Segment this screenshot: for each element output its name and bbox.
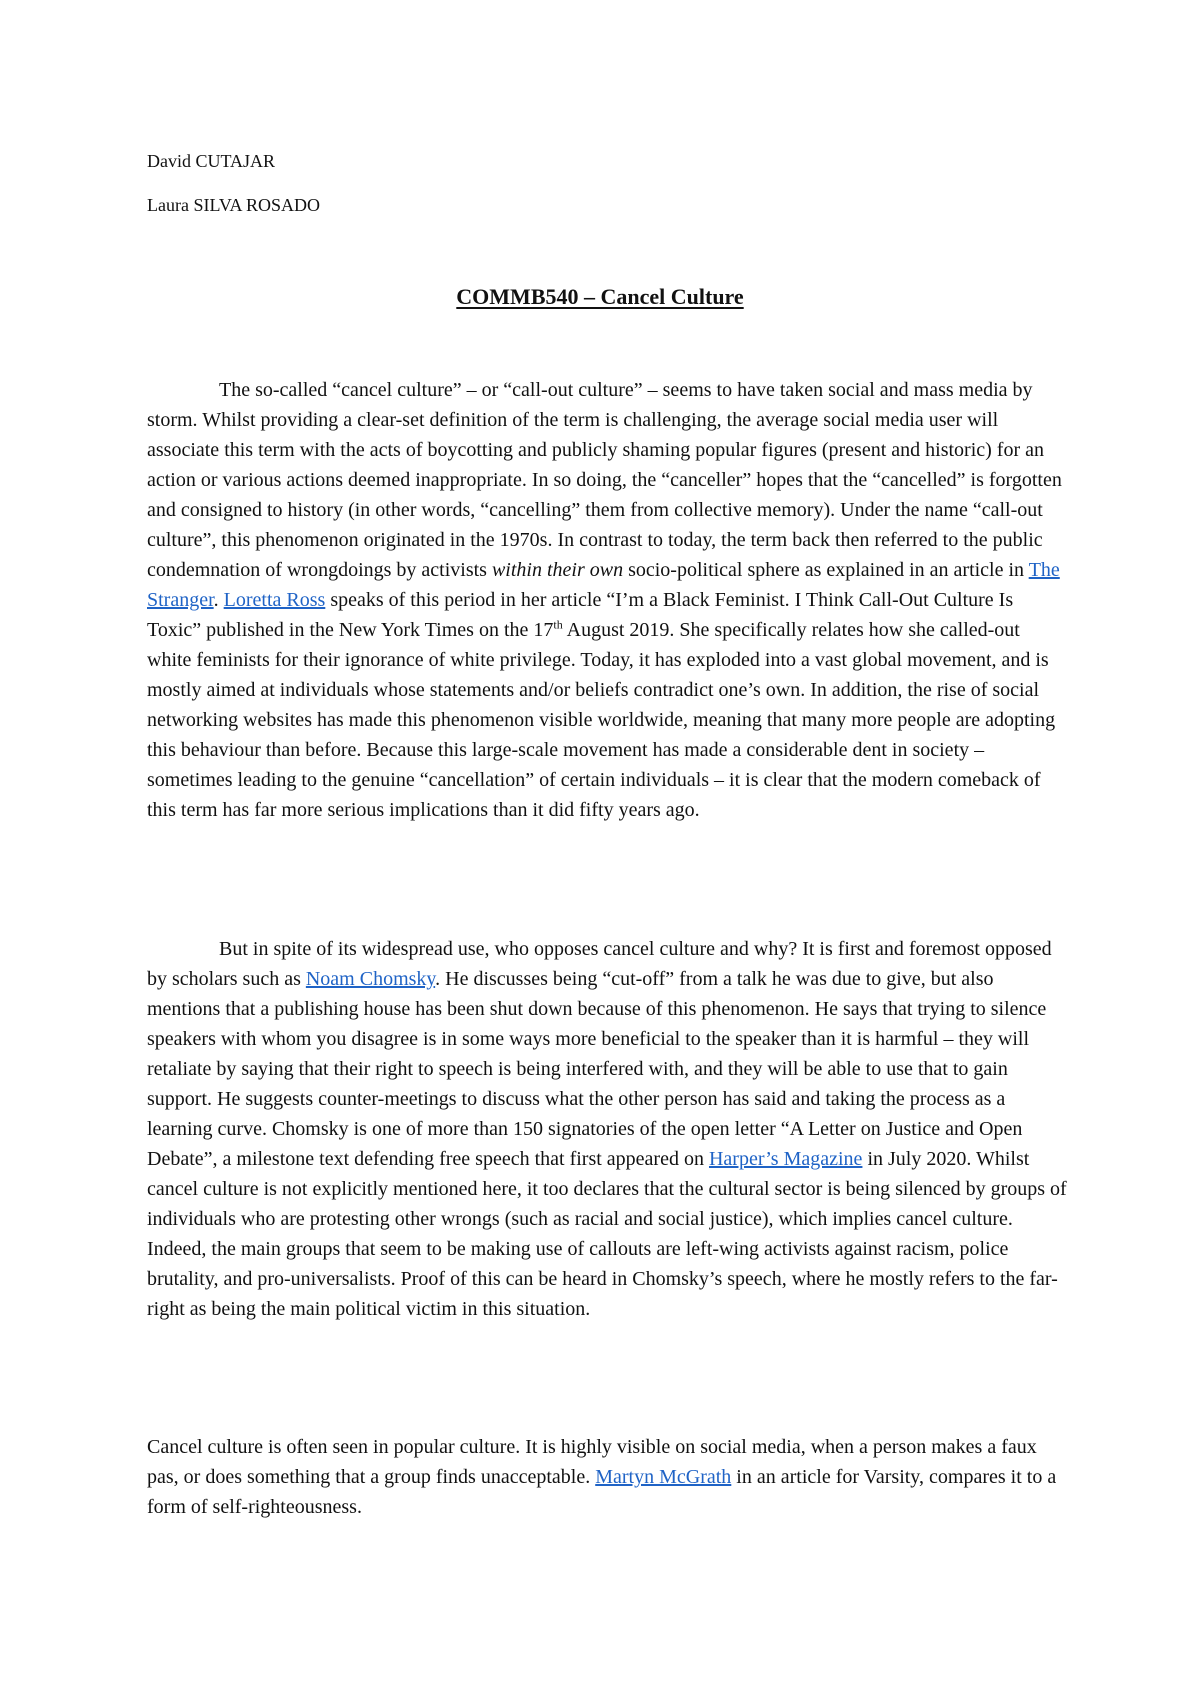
link-the-stranger[interactable]: The Stranger: [147, 559, 1060, 611]
ordinal-superscript: th: [553, 617, 563, 632]
author-name: Laura SILVA ROSADO: [147, 195, 321, 215]
text-run: But in spite of its widespread use, who opposes cancel culture and why? It is first and foremost opposed by scholars such as: [147, 938, 1052, 990]
paragraph-2: [147, 934, 1067, 1324]
paragraph-1: [147, 375, 1067, 825]
text-run: .: [213, 589, 224, 611]
author-name: David CUTAJAR: [147, 151, 276, 171]
text-run: The so-called “cancel culture” – or “call-out culture” – seems to have taken social and mass media by storm. Whilst providing a clear-set definition of the term is challenging, the average social media user will associate this term with the acts of boycotting and publicly shaming popular figures (present and historic) for an action or various actions deemed inappropriate. In so doing, the “canceller” hopes that the “cancelled” is forgotten and consigned to history (in other words, “cancelling” them from collective memory). Under the name “call-out culture”, this phenomenon originated in the 1970s. In contrast to today, the term back then referred to the public condemnation of wrongdoings by activists: [147, 379, 1062, 581]
link-harpers-magazine[interactable]: Harper’s Magazine: [708, 1148, 863, 1170]
link-loretta-ross[interactable]: Loretta Ross: [223, 589, 326, 611]
text-run: in an article for Varsity, compares it to a form of self-righteousness.: [147, 1466, 1057, 1518]
text-run: August 2019. She specifically relates how she called-out white feminists for their ignorance of white privilege. Today, it has exploded into a vast global movement, and is mostly aimed at individuals whose statements and/or beliefs contradict one’s own. In addition, the rise of social networking websites has made this phenomenon visible worldwide, meaning that many more people are adopting this behaviour than before. Because this large-scale movement has made a considerable dent in society – sometimes leading to the genuine “cancellation” of certain individuals – it is clear that the modern comeback of this term has far more serious implications than it did fifty years ago.: [147, 619, 1056, 821]
document-title: COMMB540 – Cancel Culture: [456, 284, 744, 309]
text-run: socio-political sphere as explained in an article in: [623, 559, 1029, 581]
text-run: speaks of this period in her article “I’m a Black Feminist. I Think Call-Out Culture Is Toxic” published in the New York Times on the 17: [147, 589, 1014, 641]
link-martyn-mcgrath[interactable]: Martyn McGrath: [595, 1466, 732, 1488]
paragraph-3: [147, 1432, 1067, 1522]
text-run: in July 2020. Whilst cancel culture is not explicitly mentioned here, it too declares that the cultural sector is being silenced by groups of individuals who are protesting other wrongs (such as racial and social justice), which implies cancel culture. Indeed, the main groups that seem to be making use of callouts are left-wing activists against racism, police brutality, and pro-universalists. Proof of this can be heard in Chomsky’s speech, where he mostly refers to the far-right as being the main political victim in this situation.: [147, 1148, 1067, 1320]
emphasis-text: within their own: [491, 559, 624, 581]
link-noam-chomsky[interactable]: Noam Chomsky: [305, 968, 436, 990]
text-run: Cancel culture is often seen in popular culture. It is highly visible on social media, when a person makes a faux pas, or does something that a group finds unacceptable.: [147, 1436, 1037, 1488]
text-run: . He discusses being “cut-off” from a talk he was due to give, but also mentions that a publishing house has been shut down because of this phenomenon. He says that trying to silence speakers with whom you disagree is in some ways more beneficial to the speaker than it is harmful – they will retaliate by saying that their right to speech is being interfered with, and they will be able to use that to gain support. He suggests counter-meetings to discuss what the other person has said and taking the process as a learning curve. Chomsky is one of more than 150 signatories of the open letter “A Letter on Justice and Open Debate”, a milestone text defending free speech that first appeared on: [147, 968, 1047, 1170]
